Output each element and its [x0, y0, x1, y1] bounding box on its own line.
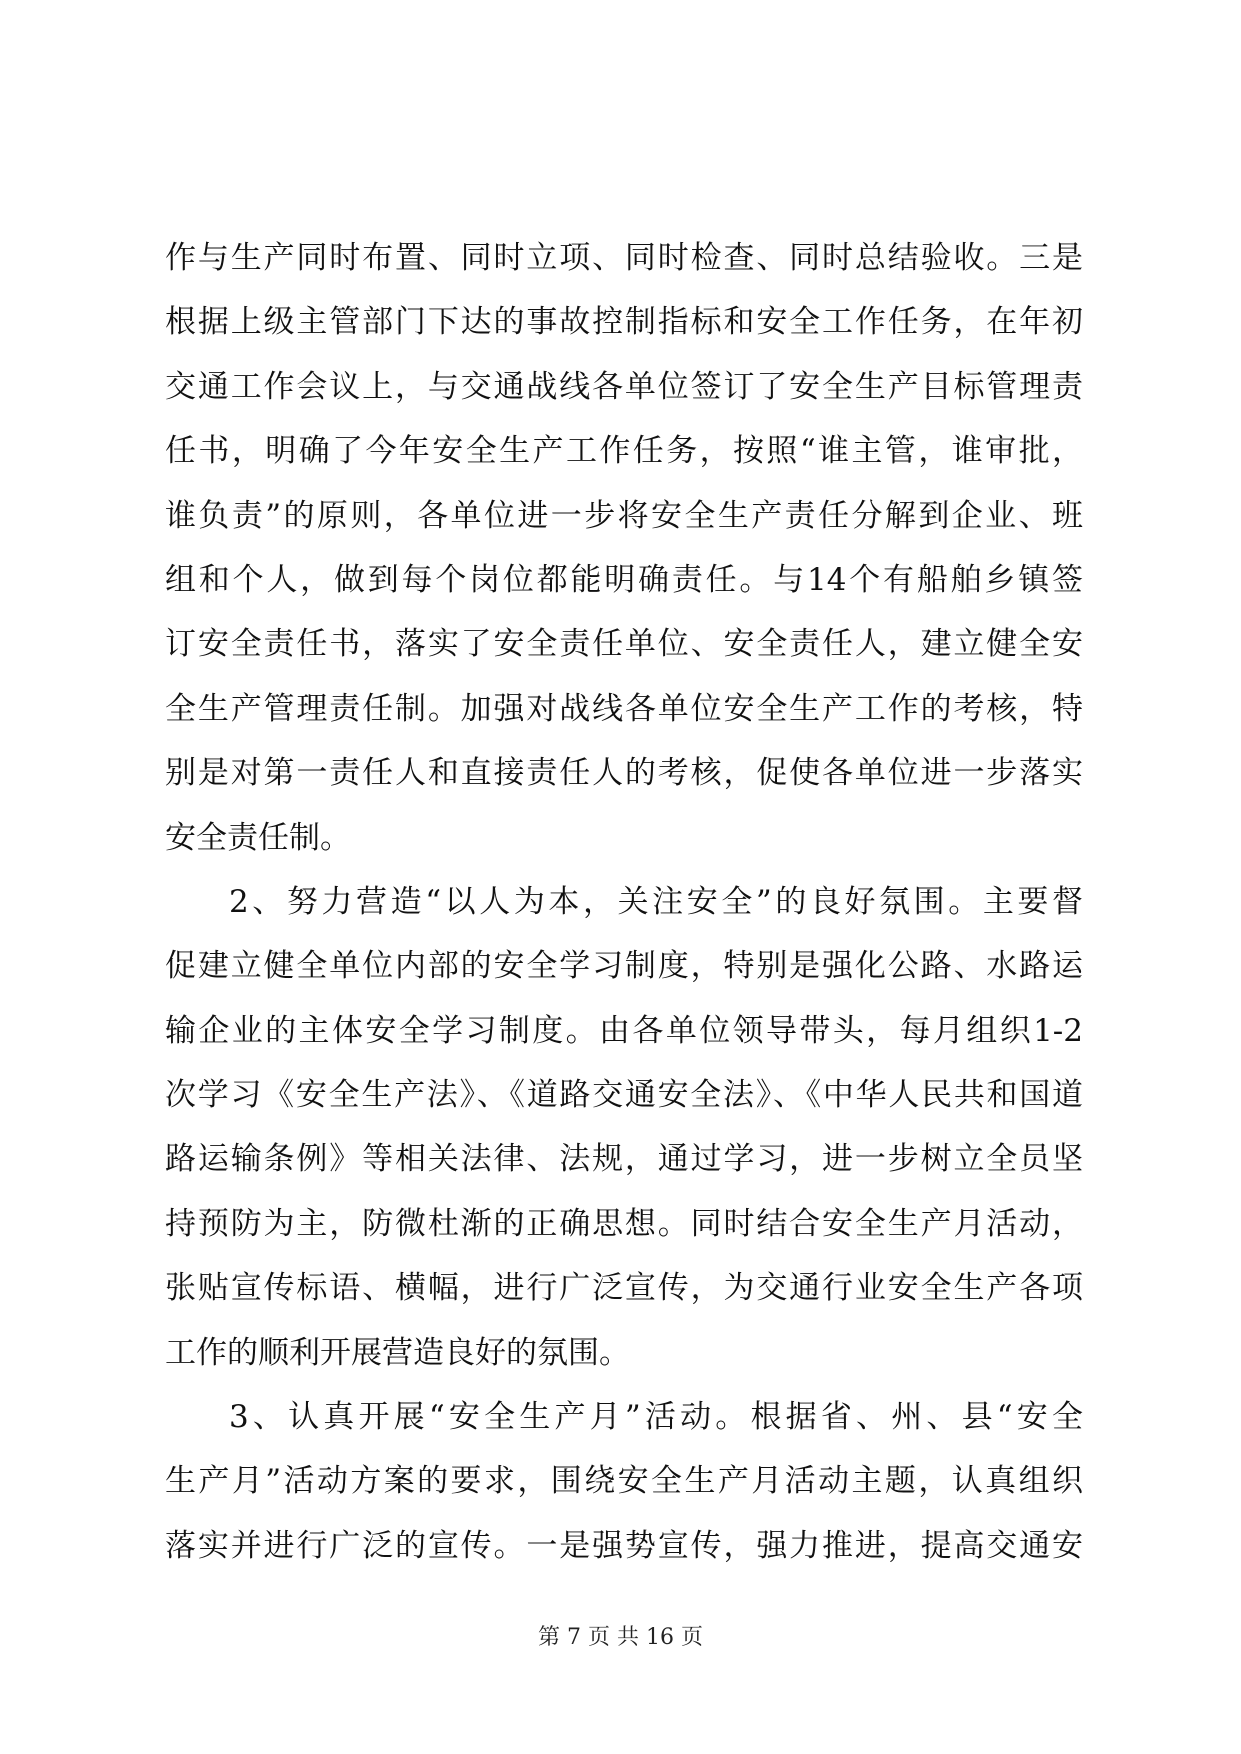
page-number-footer: 第 7 页 共 16 页 — [538, 1625, 703, 1650]
text-line: 路运输条例》等相关法律、法规，通过学习，进一步树立全员坚 — [165, 1141, 1083, 1178]
text-line: 作与生产同时布置、同时立项、同时检查、同时总结验收。三是 — [165, 240, 1083, 276]
text-line: 根据上级主管部门下达的事故控制指标和安全工作任务，在年初 — [165, 304, 1083, 341]
text-line: 张贴宣传标语、横幅，进行广泛宣传，为交通行业安全生产各项 — [165, 1270, 1083, 1307]
text-line: 2、努力营造“以人为本，关注安全”的良好氛围。主要督 — [229, 883, 1083, 920]
document-body — [165, 226, 1083, 1578]
text-line: 落实并进行广泛的宣传。一是强势宣传，强力推进，提高交通安 — [165, 1527, 1083, 1564]
text-line: 任书，明确了今年安全生产工作任务，按照“谁主管，谁审批， — [165, 433, 1083, 470]
text-line: 促建立健全单位内部的安全学习制度，特别是强化公路、水路运 — [165, 948, 1083, 985]
text-line: 生产月”活动方案的要求，围绕安全生产月活动主题，认真组织 — [165, 1463, 1083, 1500]
text-line: 订安全责任书，落实了安全责任单位、安全责任人，建立健全安 — [165, 626, 1083, 663]
text-line: 持预防为主，防微杜渐的正确思想。同时结合安全生产月活动， — [165, 1205, 1083, 1242]
text-line: 组和个人，做到每个岗位都能明确责任。与14个有船舶乡镇签 — [165, 561, 1083, 598]
text-line: 输企业的主体安全学习制度。由各单位领导带头，每月组织1-2 — [165, 1012, 1083, 1049]
text-line: 交通工作会议上，与交通战线各单位签订了安全生产目标管理责 — [165, 368, 1083, 405]
text-line: 次学习《安全生产法》、《道路交通安全法》、《中华人民共和国道 — [165, 1077, 1083, 1114]
text-line: 谁负责”的原则，各单位进一步将安全生产责任分解到企业、班 — [165, 497, 1083, 534]
text-line: 安全责任制。 — [165, 819, 351, 856]
text-line: 工作的顺利开展营造良好的氛围。 — [165, 1334, 630, 1371]
text-line: 别是对第一责任人和直接责任人的考核，促使各单位进一步落实 — [165, 755, 1083, 792]
text-line: 全生产管理责任制。加强对战线各单位安全生产工作的考核，特 — [165, 690, 1083, 727]
text-line: 3、认真开展“安全生产月”活动。根据省、州、县“安全 — [229, 1399, 1083, 1436]
